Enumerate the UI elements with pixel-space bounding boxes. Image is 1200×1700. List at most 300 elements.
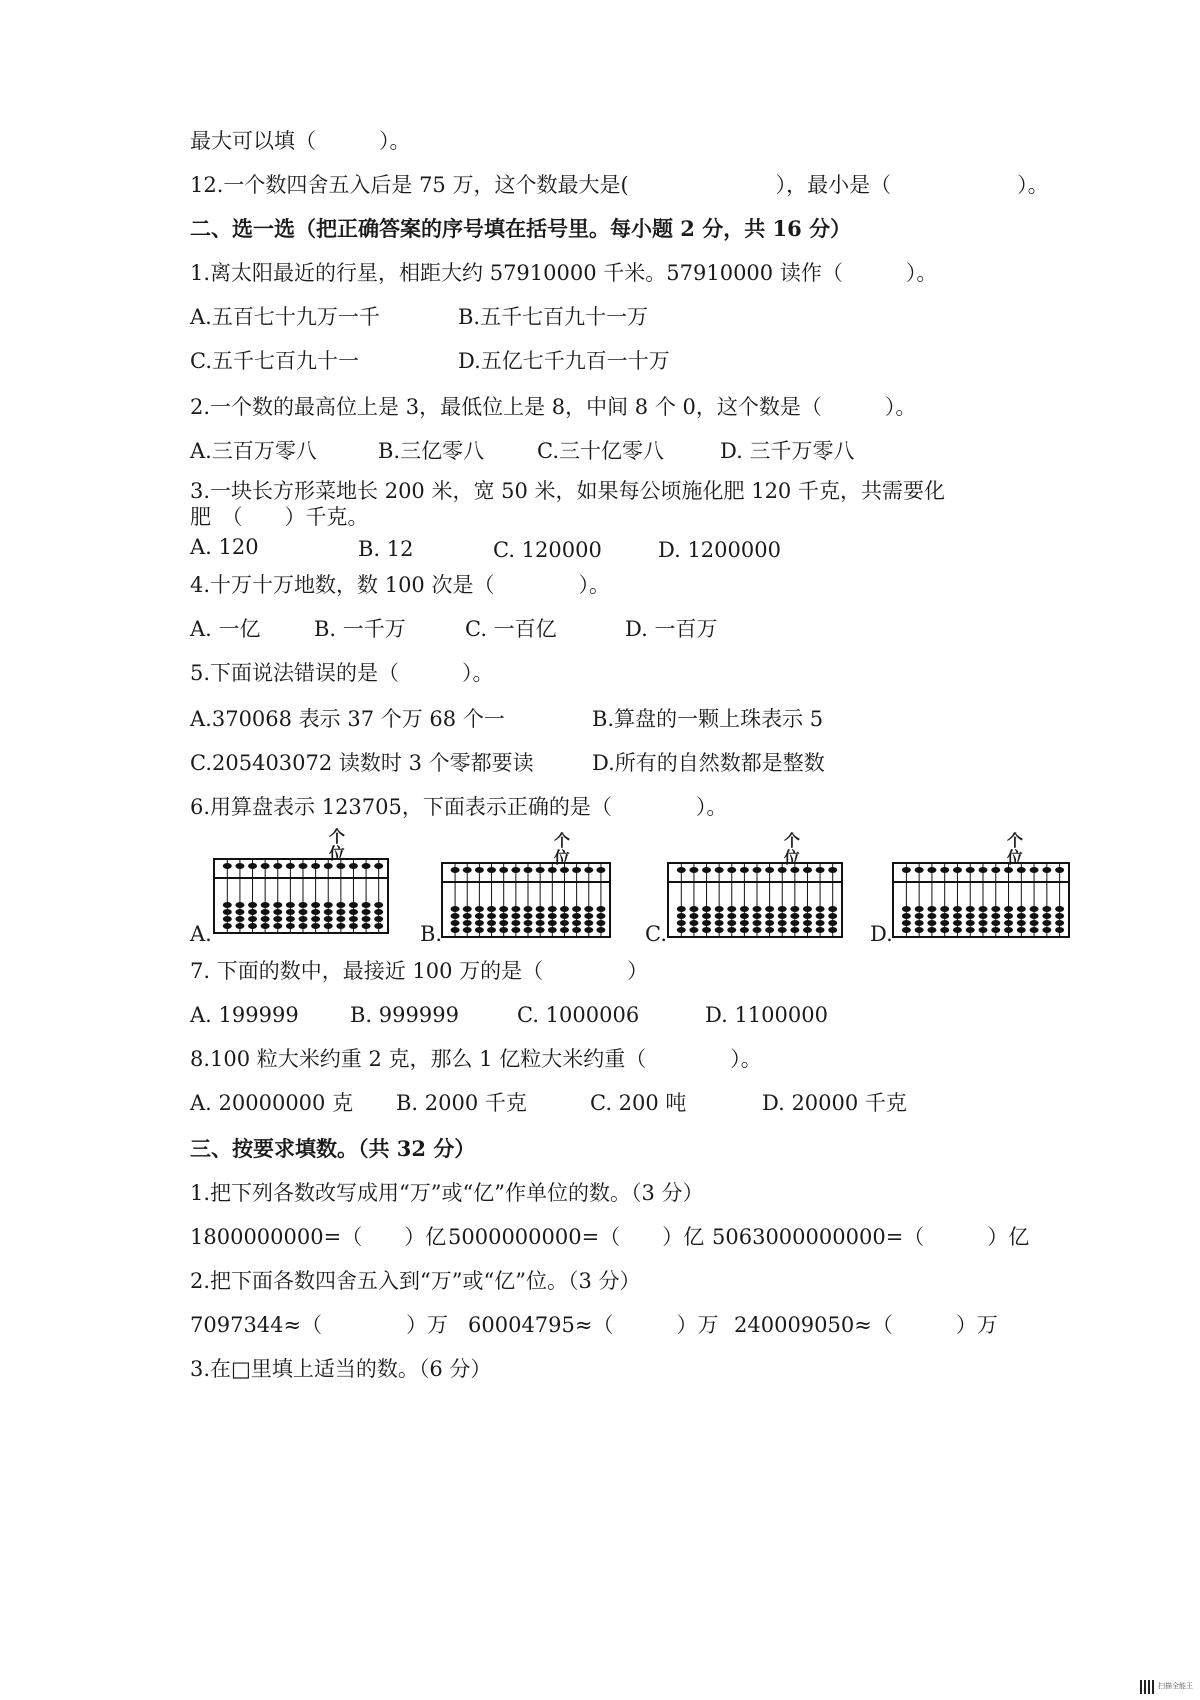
abacus-lower-bead: [451, 920, 460, 926]
abacus-unit-label-top: 个: [329, 827, 346, 846]
abacus-lower-bead: [451, 913, 460, 919]
abacus-lower-bead: [765, 906, 774, 912]
abacus-upper-bead: [311, 863, 320, 869]
abacus-option-label: D.: [870, 922, 893, 946]
abacus-upper-bead: [511, 867, 520, 873]
abacus-upper-bead: [1055, 867, 1064, 873]
abacus-lower-bead: [336, 902, 345, 908]
abacus-lower-bead: [1004, 913, 1013, 919]
abacus-lower-bead: [1017, 913, 1026, 919]
abacus-upper-bead: [677, 867, 686, 873]
abacus-upper-bead: [451, 867, 460, 873]
abacus-upper-bead: [702, 867, 711, 873]
abacus-lower-bead: [362, 909, 371, 915]
abacus-lower-bead: [499, 913, 508, 919]
abacus-lower-bead: [765, 920, 774, 926]
abacus-option-label: C.: [645, 922, 667, 946]
choice-q1-option-b: B.五千七百九十一万: [458, 305, 649, 329]
abacus-upper-bead: [966, 867, 975, 873]
abacus-lower-bead: [702, 913, 711, 919]
abacus-lower-bead: [953, 920, 962, 926]
abacus-lower-bead: [548, 927, 557, 933]
choice-q1-option-c: C.五千七百九十一: [190, 349, 359, 373]
abacus-lower-bead: [915, 906, 924, 912]
abacus-lower-bead: [273, 909, 282, 915]
abacus-lower-bead: [311, 923, 320, 929]
abacus-upper-bead: [596, 867, 605, 873]
abacus-upper-bead: [248, 863, 257, 869]
abacus-upper-bead: [349, 863, 358, 869]
abacus-lower-bead: [499, 906, 508, 912]
abacus-lower-bead: [235, 902, 244, 908]
abacus-upper-bead: [499, 867, 508, 873]
abacus-lower-bead: [727, 913, 736, 919]
abacus-upper-bead: [362, 863, 371, 869]
abacus-lower-bead: [991, 913, 1000, 919]
abacus-lower-bead: [702, 920, 711, 926]
abacus-upper-bead: [979, 867, 988, 873]
abacus-lower-bead: [778, 913, 787, 919]
abacus-lower-bead: [940, 906, 949, 912]
abacus-figure: [213, 858, 389, 934]
abacus-lower-bead: [299, 923, 308, 929]
abacus-lower-bead: [1055, 927, 1064, 933]
abacus-lower-bead: [979, 913, 988, 919]
abacus-lower-bead: [451, 906, 460, 912]
choice-q1: 1.离太阳最近的行星，相距大约 57910000 千米。57910000 读作（ ）。: [190, 261, 938, 285]
abacus-lower-bead: [740, 920, 749, 926]
abacus-lower-bead: [235, 923, 244, 929]
abacus-lower-bead: [816, 906, 825, 912]
abacus-lower-bead: [584, 913, 593, 919]
abacus-lower-bead: [572, 920, 581, 926]
abacus-lower-bead: [511, 927, 520, 933]
abacus-lower-bead: [572, 913, 581, 919]
fill-q1-item-c: 5063000000000=（ ）亿: [712, 1225, 1030, 1249]
fill-q2-item-b: 60004795≈（ ）万: [468, 1313, 719, 1337]
abacus-upper-bead: [727, 867, 736, 873]
abacus-lower-bead: [349, 916, 358, 922]
abacus-lower-bead: [261, 909, 270, 915]
choice-q3-option-a: A. 120: [190, 535, 259, 559]
abacus-option-label: B.: [420, 922, 443, 946]
abacus-lower-bead: [560, 920, 569, 926]
choice-q3-continuation: 肥 （ ）千克。: [190, 505, 369, 529]
abacus-upper-bead: [572, 867, 581, 873]
abacus-lower-bead: [902, 927, 911, 933]
abacus-lower-bead: [487, 920, 496, 926]
abacus-lower-bead: [324, 902, 333, 908]
abacus-lower-bead: [1042, 920, 1051, 926]
abacus-lower-bead: [727, 920, 736, 926]
abacus-upper-bead: [299, 863, 308, 869]
abacus-lower-bead: [778, 906, 787, 912]
abacus-lower-bead: [223, 916, 232, 922]
choice-q5-option-a: A.370068 表示 37 个万 68 个一: [190, 707, 505, 731]
abacus-lower-bead: [299, 902, 308, 908]
choice-q4-option-c: C. 一百亿: [465, 617, 557, 641]
abacus-lower-bead: [753, 913, 762, 919]
abacus-lower-bead: [463, 906, 472, 912]
choice-q4-option-a: A. 一亿: [190, 617, 261, 641]
section-3-heading: 三、按要求填数。（共 32 分）: [190, 1136, 476, 1161]
abacus-upper-bead: [261, 863, 270, 869]
choice-q7-option-c: C. 1000006: [517, 1003, 640, 1027]
choice-q8-option-b: B. 2000 千克: [396, 1091, 527, 1115]
abacus-lower-bead: [677, 913, 686, 919]
choice-q7: 7. 下面的数中，最接近 100 万的是（ ）: [190, 959, 649, 983]
abacus-upper-bead: [487, 867, 496, 873]
abacus-lower-bead: [966, 913, 975, 919]
choice-q4-option-b: B. 一千万: [314, 617, 406, 641]
abacus-lower-bead: [536, 913, 545, 919]
abacus-upper-bead: [715, 867, 724, 873]
abacus-lower-bead: [499, 920, 508, 926]
abacus-lower-bead: [966, 920, 975, 926]
abacus-lower-bead: [286, 923, 295, 929]
abacus-lower-bead: [803, 906, 812, 912]
abacus-lower-bead: [596, 913, 605, 919]
abacus-lower-bead: [463, 913, 472, 919]
abacus-lower-bead: [715, 920, 724, 926]
abacus-lower-bead: [463, 927, 472, 933]
abacus-lower-bead: [702, 906, 711, 912]
abacus-lower-bead: [536, 920, 545, 926]
abacus-lower-bead: [311, 902, 320, 908]
abacus-lower-bead: [828, 906, 837, 912]
abacus-unit-label-top: 个: [1007, 831, 1024, 850]
abacus-upper-bead: [273, 863, 282, 869]
choice-q3: 3.一块长方形菜地长 200 米，宽 50 米，如果每公顷施化肥 120 千克，共需要化: [190, 479, 945, 503]
abacus-lower-bead: [816, 913, 825, 919]
abacus-lower-bead: [902, 913, 911, 919]
abacus-lower-bead: [715, 927, 724, 933]
choice-q7-option-a: A. 199999: [190, 1003, 299, 1027]
abacus-upper-bead: [463, 867, 472, 873]
abacus-lower-bead: [927, 920, 936, 926]
abacus-lower-bead: [324, 916, 333, 922]
abacus-lower-bead: [487, 927, 496, 933]
abacus-lower-bead: [816, 920, 825, 926]
abacus-lower-bead: [953, 906, 962, 912]
abacus-upper-bead: [953, 867, 962, 873]
abacus-lower-bead: [374, 916, 383, 922]
abacus-lower-bead: [596, 920, 605, 926]
abacus-lower-bead: [740, 906, 749, 912]
abacus-upper-bead: [803, 867, 812, 873]
abacus-lower-bead: [336, 923, 345, 929]
abacus-lower-bead: [803, 920, 812, 926]
abacus-lower-bead: [753, 920, 762, 926]
abacus-upper-bead: [475, 867, 484, 873]
abacus-figure: [892, 862, 1070, 938]
abacus-lower-bead: [548, 913, 557, 919]
abacus-lower-bead: [1017, 920, 1026, 926]
abacus-lower-bead: [299, 916, 308, 922]
choice-q5-option-c: C.205403072 读数时 3 个零都要读: [190, 751, 534, 775]
abacus-lower-bead: [790, 906, 799, 912]
choice-q2-option-b: B.三亿零八: [378, 439, 485, 463]
abacus-upper-bead: [286, 863, 295, 869]
abacus-lower-bead: [677, 906, 686, 912]
abacus-lower-bead: [524, 906, 533, 912]
abacus-lower-bead: [828, 913, 837, 919]
abacus-lower-bead: [511, 913, 520, 919]
abacus-unit-label-top: 个: [554, 831, 571, 850]
abacus-lower-bead: [1030, 920, 1039, 926]
abacus-upper-bead: [1042, 867, 1051, 873]
fill-q2: 2.把下面各数四舍五入到“万”或“亿”位。（3 分）: [190, 1269, 641, 1293]
abacus-lower-bead: [1055, 906, 1064, 912]
abacus-lower-bead: [740, 927, 749, 933]
abacus-lower-bead: [311, 909, 320, 915]
abacus-lower-bead: [816, 927, 825, 933]
abacus-lower-bead: [1004, 920, 1013, 926]
abacus-lower-bead: [596, 906, 605, 912]
abacus-lower-bead: [248, 909, 257, 915]
choice-q8-option-c: C. 200 吨: [590, 1091, 687, 1115]
question-12: 12.一个数四舍五入后是 75 万，这个数最大是( ），最小是（ ）。: [190, 173, 1049, 197]
abacus-lower-bead: [953, 927, 962, 933]
abacus-upper-bead: [223, 863, 232, 869]
abacus-lower-bead: [902, 920, 911, 926]
choice-q1-option-d: D.五亿七千九百一十万: [458, 349, 670, 373]
abacus-lower-bead: [1017, 906, 1026, 912]
abacus-lower-bead: [286, 902, 295, 908]
choice-q4: 4.十万十万地数，数 100 次是（ ）。: [190, 573, 610, 597]
abacus-upper-bead: [374, 863, 383, 869]
choice-q6: 6.用算盘表示 123705，下面表示正确的是（ ）。: [190, 795, 728, 819]
abacus-lower-bead: [715, 906, 724, 912]
abacus-lower-bead: [349, 902, 358, 908]
abacus-lower-bead: [727, 927, 736, 933]
abacus-lower-bead: [560, 913, 569, 919]
abacus-lower-bead: [374, 902, 383, 908]
abacus-upper-bead: [1030, 867, 1039, 873]
abacus-lower-bead: [966, 927, 975, 933]
abacus-lower-bead: [1055, 920, 1064, 926]
abacus-lower-bead: [689, 906, 698, 912]
abacus-lower-bead: [511, 920, 520, 926]
abacus-lower-bead: [248, 916, 257, 922]
abacus-lower-bead: [979, 927, 988, 933]
abacus-upper-bead: [991, 867, 1000, 873]
abacus-lower-bead: [765, 913, 774, 919]
abacus-lower-bead: [235, 909, 244, 915]
abacus-lower-bead: [689, 927, 698, 933]
choice-q8-option-d: D. 20000 千克: [762, 1091, 907, 1115]
abacus-lower-bead: [286, 909, 295, 915]
fill-q1-item-a: 1800000000=（ ）亿: [190, 1225, 447, 1249]
abacus-lower-bead: [778, 927, 787, 933]
abacus-upper-bead: [235, 863, 244, 869]
abacus-upper-bead: [536, 867, 545, 873]
abacus-lower-bead: [803, 927, 812, 933]
abacus-lower-bead: [349, 923, 358, 929]
abacus-lower-bead: [374, 909, 383, 915]
abacus-lower-bead: [940, 920, 949, 926]
abacus-lower-bead: [524, 913, 533, 919]
choice-q5-option-d: D.所有的自然数都是整数: [592, 751, 825, 775]
scanner-logo-icon: [1140, 1680, 1154, 1694]
q11-continuation: 最大可以填（ ）。: [190, 129, 411, 153]
abacus-lower-bead: [1055, 913, 1064, 919]
abacus-lower-bead: [572, 927, 581, 933]
abacus-lower-bead: [1004, 927, 1013, 933]
abacus-lower-bead: [273, 902, 282, 908]
abacus-lower-bead: [475, 927, 484, 933]
abacus-lower-bead: [828, 927, 837, 933]
abacus-lower-bead: [223, 902, 232, 908]
abacus-lower-bead: [1030, 906, 1039, 912]
abacus-lower-bead: [235, 916, 244, 922]
abacus-lower-bead: [991, 920, 1000, 926]
abacus-lower-bead: [536, 927, 545, 933]
choice-q7-option-d: D. 1100000: [705, 1003, 828, 1027]
section-2-heading: 二、选一选（把正确答案的序号填在括号里。每小题 2 分，共 16 分）: [190, 216, 852, 241]
abacus-lower-bead: [689, 920, 698, 926]
abacus-unit-label-bottom: 位: [1007, 848, 1024, 867]
abacus-lower-bead: [915, 913, 924, 919]
abacus-lower-bead: [790, 927, 799, 933]
abacus-lower-bead: [702, 927, 711, 933]
fill-q2-item-c: 240009050≈（ ）万: [734, 1313, 998, 1337]
abacus-unit-label-top: 个: [784, 831, 801, 850]
choice-q5: 5.下面说法错误的是（ ）。: [190, 661, 494, 685]
choice-q1-option-a: A.五百七十九万一千: [190, 305, 380, 329]
abacus-lower-bead: [572, 906, 581, 912]
abacus-lower-bead: [324, 923, 333, 929]
abacus-lower-bead: [223, 909, 232, 915]
abacus-upper-bead: [740, 867, 749, 873]
abacus-lower-bead: [273, 916, 282, 922]
abacus-lower-bead: [778, 920, 787, 926]
abacus-lower-bead: [1042, 913, 1051, 919]
choice-q8: 8.100 粒大米约重 2 克，那么 1 亿粒大米约重（ ）。: [190, 1047, 762, 1071]
choice-q3-option-b: B. 12: [358, 537, 414, 561]
abacus-unit-label-bottom: 位: [554, 848, 571, 867]
abacus-lower-bead: [475, 920, 484, 926]
abacus-lower-bead: [299, 909, 308, 915]
abacus-lower-bead: [927, 906, 936, 912]
abacus-lower-bead: [915, 920, 924, 926]
choice-q2-option-a: A.三百万零八: [190, 439, 317, 463]
abacus-lower-bead: [286, 916, 295, 922]
abacus-lower-bead: [927, 927, 936, 933]
abacus-lower-bead: [362, 923, 371, 929]
abacus-lower-bead: [584, 920, 593, 926]
abacus-lower-bead: [596, 927, 605, 933]
abacus-lower-bead: [1030, 913, 1039, 919]
choice-q8-option-a: A. 20000000 克: [190, 1091, 354, 1115]
abacus-lower-bead: [979, 906, 988, 912]
abacus-lower-bead: [223, 923, 232, 929]
fill-q2-item-a: 7097344≈（ ）万: [190, 1313, 449, 1337]
abacus-lower-bead: [261, 923, 270, 929]
abacus-lower-bead: [689, 913, 698, 919]
choice-q5-option-b: B.算盘的一颗上珠表示 5: [592, 707, 824, 731]
abacus-upper-bead: [940, 867, 949, 873]
abacus-lower-bead: [1042, 906, 1051, 912]
abacus-lower-bead: [273, 923, 282, 929]
abacus-lower-bead: [511, 906, 520, 912]
abacus-lower-bead: [349, 909, 358, 915]
abacus-figure: [667, 862, 843, 938]
abacus-lower-bead: [584, 927, 593, 933]
choice-q4-option-d: D. 一百万: [625, 617, 718, 641]
abacus-lower-bead: [828, 920, 837, 926]
abacus-upper-bead: [902, 867, 911, 873]
abacus-lower-bead: [336, 909, 345, 915]
abacus-lower-bead: [753, 906, 762, 912]
abacus-lower-bead: [1004, 906, 1013, 912]
choice-q2-option-c: C.三十亿零八: [537, 439, 664, 463]
abacus-lower-bead: [463, 920, 472, 926]
abacus-lower-bead: [715, 913, 724, 919]
abacus-upper-bead: [915, 867, 924, 873]
abacus-lower-bead: [584, 906, 593, 912]
abacus-lower-bead: [362, 902, 371, 908]
choice-q3-option-d: D. 1200000: [658, 538, 781, 562]
abacus-unit-label-bottom: 位: [329, 844, 346, 863]
abacus-lower-bead: [324, 909, 333, 915]
fill-q1: 1.把下列各数改写成用“万”或“亿”作单位的数。（3 分）: [190, 1181, 704, 1205]
abacus-lower-bead: [915, 927, 924, 933]
abacus-lower-bead: [451, 927, 460, 933]
abacus-lower-bead: [790, 913, 799, 919]
abacus-lower-bead: [927, 913, 936, 919]
abacus-upper-bead: [689, 867, 698, 873]
abacus-lower-bead: [991, 927, 1000, 933]
abacus-lower-bead: [248, 902, 257, 908]
abacus-lower-bead: [940, 913, 949, 919]
abacus-lower-bead: [261, 916, 270, 922]
abacus-lower-bead: [560, 906, 569, 912]
abacus-unit-label-bottom: 位: [784, 848, 801, 867]
choice-q2: 2.一个数的最高位上是 3，最低位上是 8，中间 8 个 0，这个数是（ ）。: [190, 395, 917, 419]
choice-q7-option-b: B. 999999: [350, 1003, 459, 1027]
abacus-upper-bead: [927, 867, 936, 873]
abacus-upper-bead: [584, 867, 593, 873]
abacus-lower-bead: [524, 927, 533, 933]
abacus-lower-bead: [902, 906, 911, 912]
abacus-lower-bead: [727, 906, 736, 912]
abacus-lower-bead: [740, 913, 749, 919]
abacus-lower-bead: [536, 906, 545, 912]
choice-q3-option-c: C. 120000: [493, 538, 602, 562]
abacus-lower-bead: [475, 906, 484, 912]
abacus-lower-bead: [548, 906, 557, 912]
abacus-lower-bead: [790, 920, 799, 926]
abacus-lower-bead: [1042, 927, 1051, 933]
abacus-lower-bead: [524, 920, 533, 926]
choice-q2-option-d: D. 三千万零八: [720, 439, 855, 463]
abacus-lower-bead: [966, 906, 975, 912]
abacus-lower-bead: [499, 927, 508, 933]
abacus-lower-bead: [1017, 927, 1026, 933]
abacus-lower-bead: [753, 927, 762, 933]
abacus-lower-bead: [991, 906, 1000, 912]
abacus-upper-bead: [828, 867, 837, 873]
abacus-lower-bead: [953, 913, 962, 919]
abacus-lower-bead: [374, 923, 383, 929]
abacus-lower-bead: [1030, 927, 1039, 933]
abacus-lower-bead: [940, 927, 949, 933]
abacus-lower-bead: [979, 920, 988, 926]
abacus-lower-bead: [677, 920, 686, 926]
scanner-watermark: 扫描全能王: [1158, 1682, 1193, 1690]
abacus-lower-bead: [311, 916, 320, 922]
